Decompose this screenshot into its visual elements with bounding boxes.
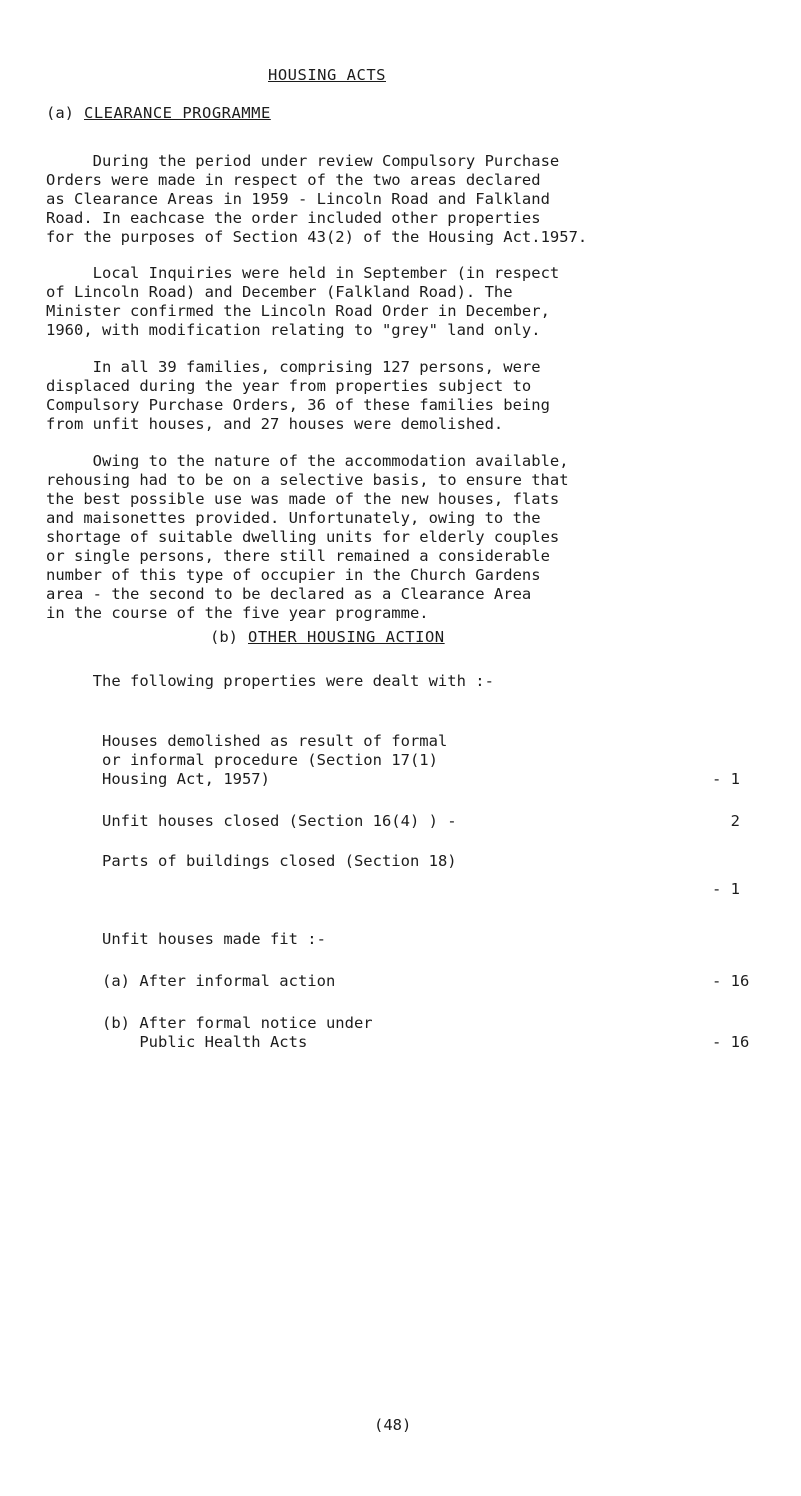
item-unfit-closed-value: 2 xyxy=(712,812,740,830)
page-title: HOUSING ACTS xyxy=(268,66,386,84)
section-b-number: (b) xyxy=(210,628,238,646)
sub-item-informal-value: - 16 xyxy=(712,972,750,990)
section-b-intro: The following properties were dealt with :- xyxy=(46,672,494,690)
unfit-made-fit-label: Unfit houses made fit :- xyxy=(102,930,326,948)
sub-item-informal-label: (a) After informal action xyxy=(102,972,336,990)
item-parts-closed-label: Parts of buildings closed (Section 18) xyxy=(102,852,457,870)
section-a-number: (a) xyxy=(46,104,74,122)
item-houses-demolished-value: - 1 xyxy=(712,770,740,788)
paragraph-compulsory-purchase: During the period under review Compulsory Purchase Orders were made in respect of the two areas declared as Clearance Areas in 1959 - Lincoln Road and Falkland Road. In eachcase the order included other properties for the purposes of Section 43(2) of the Housing Act.1957. xyxy=(46,152,588,246)
page-number: (48) xyxy=(374,1416,412,1434)
item-houses-demolished-label: Houses demolished as result of formal or informal procedure (Section 17(1) Housing Act, 1957) xyxy=(102,732,448,788)
section-b-title: OTHER HOUSING ACTION xyxy=(248,628,445,646)
sub-item-formal-label: (b) After formal notice under Public Health Acts xyxy=(102,1014,373,1051)
paragraph-rehousing: Owing to the nature of the accommodation available, rehousing had to be on a selective basis, to ensure that the best possible use was made of the new houses, flats and maisonettes provided. Unfortunately, owing to the shortage of suitable dwelling units for elderly couples or single persons, there still remained a considerable number of this type of occupier in the Church Gardens area - the second to be declared as a Clearance Area in the course of the five year programme. xyxy=(46,452,569,622)
section-b-heading xyxy=(210,628,445,646)
section-a-heading xyxy=(46,104,271,122)
paragraph-families-displaced: In all 39 families, comprising 127 persons, were displaced during the year from properties subject to Compulsory Purchase Orders, 36 of these families being from unfit houses, and 27 houses were demolished. xyxy=(46,358,550,433)
sub-item-formal-value: - 16 xyxy=(712,1033,750,1051)
section-a-title: CLEARANCE PROGRAMME xyxy=(84,104,271,122)
item-parts-closed-value: - 1 xyxy=(712,880,740,898)
item-unfit-closed-label: Unfit houses closed (Section 16(4) ) - xyxy=(102,812,457,830)
paragraph-local-inquiries: Local Inquiries were held in September (in respect of Lincoln Road) and December (Falkland Road). The Minister confirmed the Lincoln Road Order in December, 1960, with modification relating to "grey" land only. xyxy=(46,264,560,339)
